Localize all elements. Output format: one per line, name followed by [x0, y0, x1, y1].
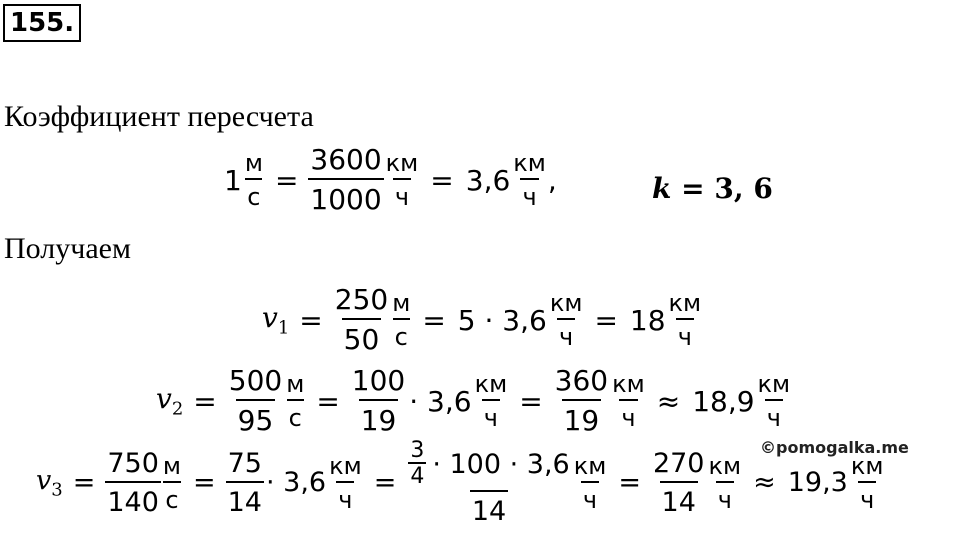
v3-num: 750	[107, 447, 159, 479]
v-letter: v	[36, 464, 52, 496]
coefficient-result	[652, 172, 773, 205]
v2-fraction	[227, 364, 284, 437]
unit-km: км	[850, 451, 884, 480]
unit-km: км	[329, 451, 362, 480]
coef-num: 3600	[310, 143, 382, 176]
v3-fraction	[105, 447, 161, 518]
unit-km-per-h	[327, 451, 364, 514]
watermark: ©pomogalka.me	[760, 438, 909, 457]
equals: =	[299, 303, 323, 337]
v2-var	[156, 382, 183, 420]
unit-km-per-h	[473, 372, 510, 430]
v3-result: 19,3	[787, 467, 848, 498]
equals: =	[72, 467, 96, 498]
unit-km: км	[549, 289, 583, 317]
v3-equation	[36, 440, 885, 525]
v3-big-num-rest: · 100 · 3,6	[432, 448, 570, 480]
unit-m-per-s	[390, 291, 412, 349]
v2-mult: · 3,6	[409, 384, 472, 418]
unit-km-per-h	[610, 372, 647, 430]
v3-num3: 270	[652, 447, 705, 479]
unit-s: с	[245, 178, 262, 209]
v1-var	[262, 301, 289, 339]
v3-fraction-2	[226, 447, 264, 518]
unit-km-per-h	[707, 451, 744, 514]
unit-h: ч	[619, 399, 637, 430]
equals: =	[274, 163, 299, 197]
v2-fraction-2	[350, 364, 407, 437]
intro-text: Коэффициент пересчета	[4, 100, 314, 133]
unit-m-per-s	[161, 451, 183, 514]
unit-h: ч	[336, 481, 354, 512]
v2-num2: 100	[351, 364, 406, 397]
unit-h: ч	[676, 318, 694, 349]
v2-den3: 19	[562, 399, 602, 435]
equals: =	[193, 384, 217, 418]
one: 1	[224, 163, 242, 197]
unit-h: ч	[482, 399, 500, 430]
v-letter: v	[156, 382, 172, 416]
unit-h: ч	[765, 399, 783, 430]
approx: ≈	[753, 467, 776, 498]
unit-m: м	[244, 149, 263, 177]
unit-h: ч	[716, 481, 734, 512]
v1-subscript: 1	[277, 317, 290, 339]
unit-km: км	[474, 370, 508, 398]
v1-product: 5 · 3,6	[457, 303, 547, 337]
unit-h: ч	[393, 178, 411, 209]
coefficient-equation	[222, 143, 557, 216]
v2-num3: 360	[554, 364, 609, 397]
three-quarters	[408, 440, 426, 488]
v-letter: v	[262, 301, 278, 335]
v2-fraction-3	[553, 364, 610, 437]
unit-km-per-h	[667, 291, 704, 349]
unit-km: км	[513, 149, 546, 177]
v3-den3: 14	[660, 481, 698, 516]
v3-den2: 14	[226, 481, 264, 516]
unit-km: км	[573, 451, 607, 480]
v1-num: 250	[334, 283, 389, 316]
unit-s: с	[163, 481, 180, 512]
v2-equation	[156, 364, 792, 437]
coef-value: 3,6	[465, 163, 511, 197]
v1-equation	[262, 283, 703, 356]
v3-var	[36, 465, 63, 500]
v1-result: 18	[629, 303, 666, 337]
v3-big-num	[406, 440, 571, 490]
unit-m-per-s	[284, 372, 306, 430]
mini-num: 3	[410, 438, 425, 463]
unit-km-per-h	[756, 372, 793, 430]
equals: =	[373, 467, 397, 498]
equals: =	[193, 467, 216, 498]
v2-den: 95	[236, 399, 276, 435]
unit-km: км	[612, 370, 645, 398]
problem-number: 155.	[3, 4, 81, 42]
v3-fraction-3	[651, 447, 707, 518]
unit-h: ч	[557, 318, 575, 349]
equals: =	[430, 163, 454, 197]
unit-km: км	[708, 451, 742, 480]
unit-s: с	[287, 399, 304, 430]
coef-fraction	[308, 143, 383, 216]
equals: =	[618, 467, 641, 498]
v1-fraction	[333, 283, 390, 356]
gets-text: Получаем	[4, 232, 131, 265]
equals: =	[519, 384, 543, 418]
coef-den: 1000	[308, 178, 383, 214]
unit-m: м	[286, 370, 305, 398]
v3-big-den: 14	[470, 490, 508, 525]
unit-km-per-h	[384, 151, 421, 209]
v3-den: 140	[105, 481, 161, 516]
unit-km-per-h	[511, 151, 548, 209]
v3-num2: 75	[227, 447, 262, 479]
unit-m-per-s	[243, 151, 265, 209]
unit-km-per-h	[849, 451, 886, 514]
unit-km-per-h	[548, 291, 585, 349]
k-value: = 3, 6	[681, 172, 773, 205]
equals: =	[422, 303, 446, 337]
unit-h: ч	[520, 178, 538, 209]
v2-result: 18,9	[692, 384, 755, 418]
mini-den: 4	[410, 464, 425, 489]
v2-subscript: 2	[171, 398, 184, 420]
v3-subscript: 3	[51, 479, 63, 501]
approx: ≈	[656, 384, 681, 418]
unit-h: ч	[858, 481, 876, 512]
unit-m: м	[162, 451, 181, 480]
v3-big-fraction	[406, 440, 571, 525]
v2-den2: 19	[359, 399, 399, 435]
unit-km-per-h	[572, 451, 609, 514]
unit-km: км	[385, 149, 419, 177]
equals: =	[594, 303, 618, 337]
unit-km: км	[757, 370, 791, 398]
v2-num: 500	[228, 364, 283, 397]
unit-m: м	[392, 289, 411, 317]
v3-mult: · 3,6	[265, 467, 327, 498]
v1-den: 50	[342, 318, 382, 354]
equals: =	[316, 384, 340, 418]
k-symbol: k	[652, 172, 672, 205]
unit-h: ч	[581, 481, 599, 512]
unit-s: с	[393, 318, 410, 349]
comma: ,	[547, 163, 557, 197]
unit-km: км	[668, 289, 702, 317]
